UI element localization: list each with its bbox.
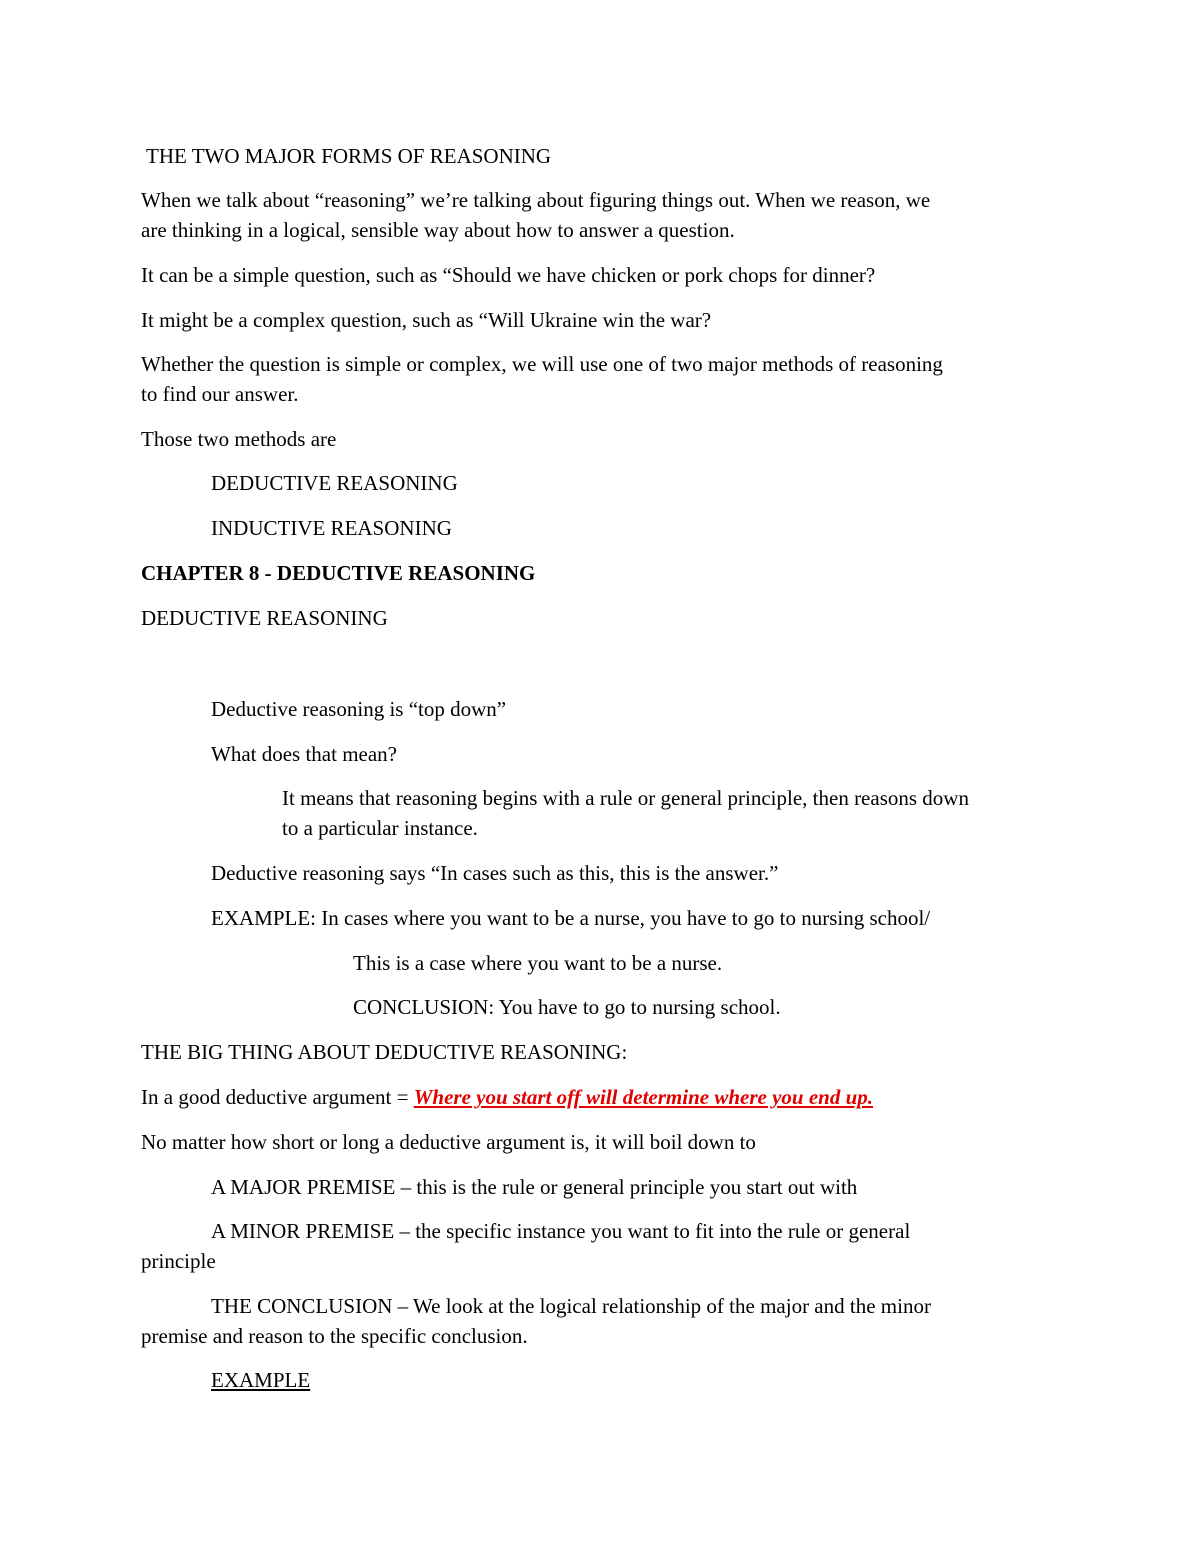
- minor-premise-line-1: A MINOR PREMISE – the specific instance you want to fit into the rule or general: [211, 1219, 911, 1243]
- good-argument-emphasis: Where you start off will determine where you end up.: [413, 1085, 874, 1109]
- example-heading: EXAMPLE: [211, 1368, 311, 1392]
- document-title: THE TWO MAJOR FORMS OF REASONING: [146, 144, 552, 168]
- chapter-heading: CHAPTER 8 - DEDUCTIVE REASONING: [141, 561, 536, 585]
- means-paragraph-line-1: It means that reasoning begins with a rule or general principle, then reasons down: [282, 786, 969, 810]
- methods-paragraph-line-1: Whether the question is simple or complex, we will use one of two major methods of reasoning: [141, 352, 943, 376]
- good-argument-line: [141, 1082, 873, 1112]
- means-paragraph-line-2: to a particular instance.: [282, 816, 478, 840]
- method-inductive: INDUCTIVE REASONING: [211, 516, 452, 540]
- intro-paragraph-line-2: are thinking in a logical, sensible way about how to answer a question.: [141, 218, 735, 242]
- what-mean-line: What does that mean?: [211, 742, 398, 766]
- major-premise-line: A MAJOR PREMISE – this is the rule or general principle you start out with: [211, 1175, 858, 1199]
- method-deductive: DEDUCTIVE REASONING: [211, 471, 458, 495]
- intro-paragraph-line-1: When we talk about “reasoning” we’re talking about figuring things out. When we reason, we: [141, 188, 931, 212]
- conclusion-line: CONCLUSION: You have to go to nursing school.: [353, 995, 781, 1019]
- simple-question-paragraph: It can be a simple question, such as “Should we have chicken or pork chops for dinner?: [141, 263, 876, 287]
- big-thing-heading: THE BIG THING ABOUT DEDUCTIVE REASONING:: [141, 1040, 628, 1064]
- boil-down-line: No matter how short or long a deductive argument is, it will boil down to: [141, 1130, 756, 1154]
- minor-premise-line-2: principle: [141, 1249, 216, 1273]
- says-line: Deductive reasoning says “In cases such as this, this is the answer.”: [211, 861, 779, 885]
- conclusion-definition-line-1: THE CONCLUSION – We look at the logical relationship of the major and the minor: [211, 1294, 931, 1318]
- methods-paragraph-line-2: to find our answer.: [141, 382, 299, 406]
- section-heading: DEDUCTIVE REASONING: [141, 606, 388, 630]
- top-down-line: Deductive reasoning is “top down”: [211, 697, 507, 721]
- case-line: This is a case where you want to be a nurse.: [353, 951, 723, 975]
- methods-intro: Those two methods are: [141, 427, 337, 451]
- good-argument-prefix: In a good deductive argument =: [141, 1085, 414, 1109]
- example-line: EXAMPLE: In cases where you want to be a nurse, you have to go to nursing school/: [211, 906, 931, 930]
- conclusion-definition-line-2: premise and reason to the specific conclusion.: [141, 1324, 528, 1348]
- complex-question-paragraph: It might be a complex question, such as “Will Ukraine win the war?: [141, 308, 712, 332]
